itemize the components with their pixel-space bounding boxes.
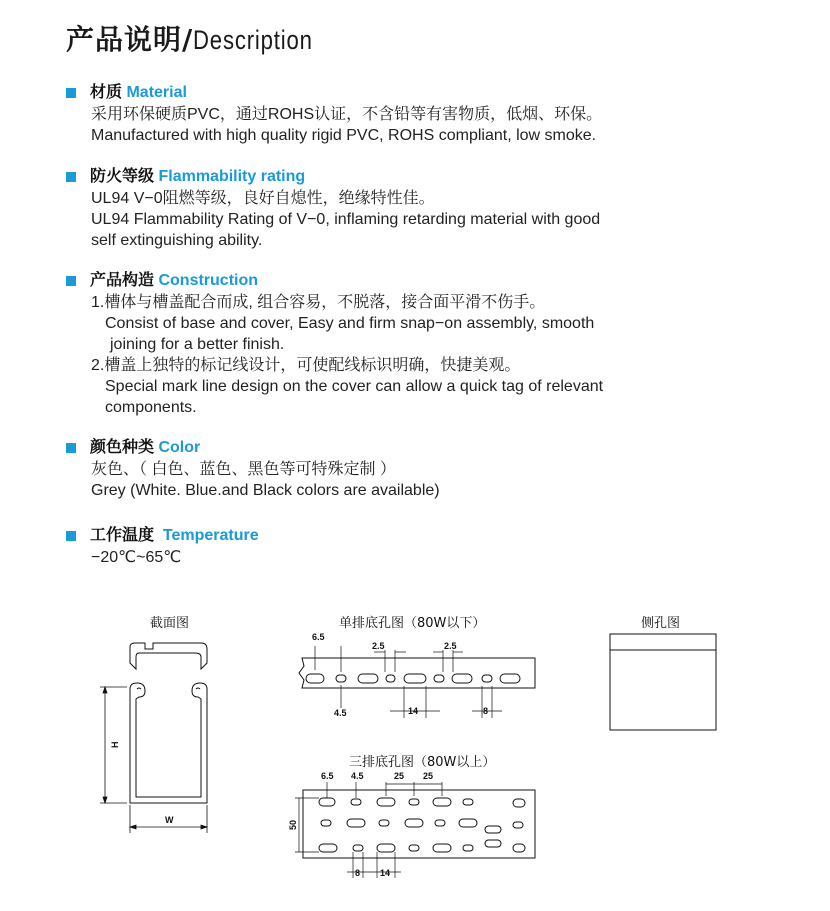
dim-50: 50 (288, 819, 298, 830)
dim-2-5b: 2.5 (444, 641, 457, 651)
single-row-drawing (290, 628, 550, 720)
text-line: Special mark line design on the cover can allow a quick tag of relevant (105, 378, 604, 395)
heading-en: Flammability rating (158, 168, 306, 185)
text-line: Consist of base and cover, Easy and firm snap−on assembly, smooth (105, 315, 595, 332)
triple-row-caption: 三排底孔图（80W以上） (349, 755, 496, 770)
text-line: UL94 Flammability Rating of V−0, inflaming retarding material with good (91, 211, 601, 228)
dim-6-5: 6.5 (312, 632, 325, 642)
square-bullet-icon (66, 172, 76, 182)
dim-8: 8 (483, 706, 489, 716)
square-bullet-icon (66, 531, 76, 541)
section-heading (66, 270, 786, 292)
dim-4-5: 4.5 (334, 708, 347, 718)
triple-row-drawing (285, 768, 540, 880)
square-bullet-icon (66, 443, 76, 453)
side-hole-drawing (608, 632, 718, 732)
section-heading (66, 82, 786, 104)
text-line: −20℃~65℃ (91, 549, 182, 566)
text-line: Grey (White. Blue.and Black colors are available) (91, 482, 440, 499)
section-heading (66, 437, 786, 459)
dim-2-5a: 2.5 (372, 641, 385, 651)
text-line: 2.槽盖上独特的标记线设计，可使配线标识明确，快捷美观。 (91, 357, 521, 374)
cross-section-caption: 截面图 (150, 616, 190, 631)
section-temperature (66, 525, 786, 568)
heading-cn: 防火等级 Flammability rating (90, 168, 306, 185)
square-bullet-icon (66, 88, 76, 98)
section-heading (66, 166, 786, 188)
text-line: joining for a better finish. (110, 336, 285, 353)
text-line: self extinguishing ability. (91, 232, 263, 249)
dim-14: 14 (408, 706, 419, 716)
text-line: 灰色、（ 白色、蓝色、黑色等可特殊定制 ） (91, 461, 396, 478)
dim-4-5: 4.5 (351, 771, 364, 781)
text-line: components. (105, 399, 197, 416)
dim-6-5: 6.5 (321, 771, 334, 781)
title-cn: 产品说明 (66, 23, 183, 56)
h-label: H (110, 741, 120, 748)
text-line: 1.槽体与槽盖配合而成, 组合容易，不脱落，接合面平滑不伤手。 (91, 294, 546, 311)
text-line: UL94 V−0阻燃等级，良好自熄性，绝缘特性佳。 (91, 190, 435, 207)
dim-14: 14 (380, 868, 391, 878)
heading-en: Temperature (162, 527, 259, 544)
dim-8: 8 (355, 868, 361, 878)
cross-section-drawing (95, 635, 225, 835)
section-flammability (66, 166, 786, 251)
section-heading (66, 525, 786, 547)
single-row-caption: 单排底孔图（80W以下） (339, 616, 486, 631)
text-line: Manufactured with high quality rigid PVC, ROHS compliant, low smoke. (91, 127, 597, 144)
heading-cn: 工作温度 Temperature (90, 527, 259, 544)
section-material (66, 82, 786, 146)
side-hole-caption: 侧孔图 (641, 616, 681, 631)
heading-cn: 产品构造 Construction (90, 272, 259, 289)
dim-25a: 25 (394, 771, 405, 781)
heading-en: Color (158, 439, 201, 456)
page-title (66, 18, 339, 58)
heading-en: Material (126, 84, 187, 101)
title-separator: / (182, 23, 194, 56)
title-en: Description (193, 25, 314, 55)
text-line: 采用环保硬质PVC，通过ROHS认证，不含铅等有害物质，低烟、环保。 (91, 106, 603, 123)
section-color (66, 437, 786, 501)
heading-cn: 材质 Material (90, 84, 187, 101)
square-bullet-icon (66, 276, 76, 286)
heading-en: Construction (158, 272, 259, 289)
w-label: W (165, 815, 174, 825)
dim-25b: 25 (423, 771, 434, 781)
heading-cn: 颜色种类 Color (90, 439, 201, 456)
section-construction (66, 270, 786, 418)
